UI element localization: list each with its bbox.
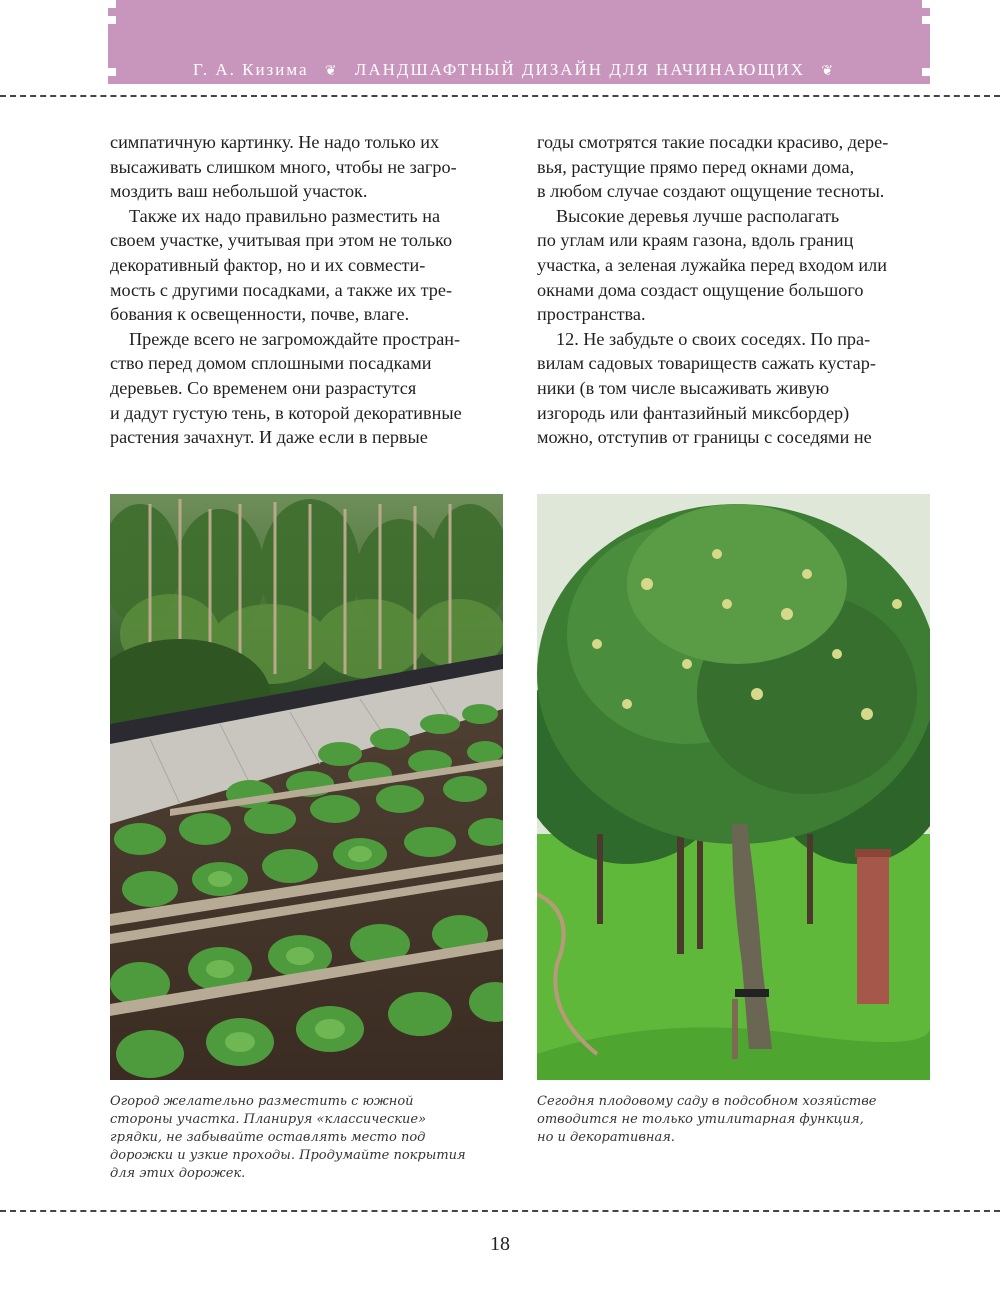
figure-caption-left (110, 1093, 506, 1183)
text-line: моздить ваш небольшой участок. (110, 181, 368, 202)
text-line: мость с другими посадками, а также их тре- (110, 279, 453, 300)
text-line: Прежде всего не загромождайте простран- (129, 328, 461, 349)
ornament-icon: ❦ (821, 64, 836, 79)
header-corner-notch (108, 16, 116, 24)
top-dashed-rule (0, 95, 1000, 97)
text-column-right (537, 130, 933, 450)
header-corner-notch (922, 0, 930, 8)
caption-line: дорожки и узкие проходы. Продумайте покрытия (110, 1148, 466, 1163)
text-line: участка, а зеленая лужайка перед входом или (537, 254, 887, 275)
text-line: по углам или краям газона, вдоль границ (537, 230, 854, 251)
header-author: Г. А. Кизима (192, 60, 309, 79)
vegetable-garden-photo (110, 494, 503, 1080)
running-header (108, 60, 930, 80)
caption-line: Сегодня плодовому саду в подсобном хозяйстве (537, 1094, 877, 1109)
text-line: изгородь или фантазийный миксбордер) (537, 402, 850, 423)
header-book-title: ЛАНДШАФТНЫЙ ДИЗАЙН ДЛЯ НАЧИНАЮЩИХ (354, 60, 806, 79)
running-header-band (108, 0, 930, 84)
text-line: растения зачахнут. И даже если в первые (110, 427, 428, 448)
text-line: бования к освещенности, почве, влаге. (110, 304, 410, 325)
caption-line: Огород желательно разместить с южной (110, 1094, 414, 1109)
caption-line: для этих дорожек. (110, 1166, 246, 1181)
figure-caption-right (537, 1093, 933, 1147)
header-corner-notch (922, 16, 930, 24)
text-line: деревьев. Со временем они разрастутся (110, 377, 417, 398)
text-line: и дадут густую тень, в которой декоративные (110, 402, 462, 423)
text-line: пространства. (537, 304, 646, 325)
ornament-icon: ❦ (324, 64, 339, 79)
text-line: Также их надо правильно разместить на (129, 205, 441, 226)
text-column-left (110, 130, 506, 450)
fruit-tree-photo (537, 494, 930, 1080)
text-line: декоративный фактор, но и их совмести- (110, 254, 426, 275)
caption-line: но и декоративная. (537, 1130, 675, 1145)
caption-line: отводится не только утилитарная функция, (537, 1112, 864, 1127)
text-line: ники (в том числе высаживать живую (537, 377, 830, 398)
page-number: 18 (490, 1233, 510, 1255)
text-line: вья, растущие прямо перед окнами дома, (537, 156, 855, 177)
caption-line: стороны участка. Планируя «классические» (110, 1112, 427, 1127)
text-line: годы смотрятся такие посадки красиво, дере- (537, 132, 889, 152)
text-line: окнами дома создаст ощущение большого (537, 279, 864, 300)
text-line: симпатичную картинку. Не надо только их (110, 132, 440, 152)
text-line: можно, отступив от границы с соседями не (537, 427, 872, 448)
text-line: ство перед домом сплошными посадками (110, 353, 432, 374)
text-line: вилам садовых товариществ сажать кустар- (537, 353, 876, 374)
text-line: высаживать слишком много, чтобы не загро- (110, 156, 457, 177)
caption-line: грядки, не забывайте оставлять место под (110, 1130, 426, 1145)
header-corner-notch (108, 0, 116, 8)
text-line: 12. Не забудьте о своих соседях. По пра- (556, 328, 871, 349)
text-line: в любом случае создают ощущение тесноты. (537, 181, 885, 202)
text-line: Высокие деревья лучше располагать (556, 205, 840, 226)
text-line: своем участке, учитывая при этом не только (110, 230, 453, 251)
bottom-dashed-rule (0, 1210, 1000, 1212)
